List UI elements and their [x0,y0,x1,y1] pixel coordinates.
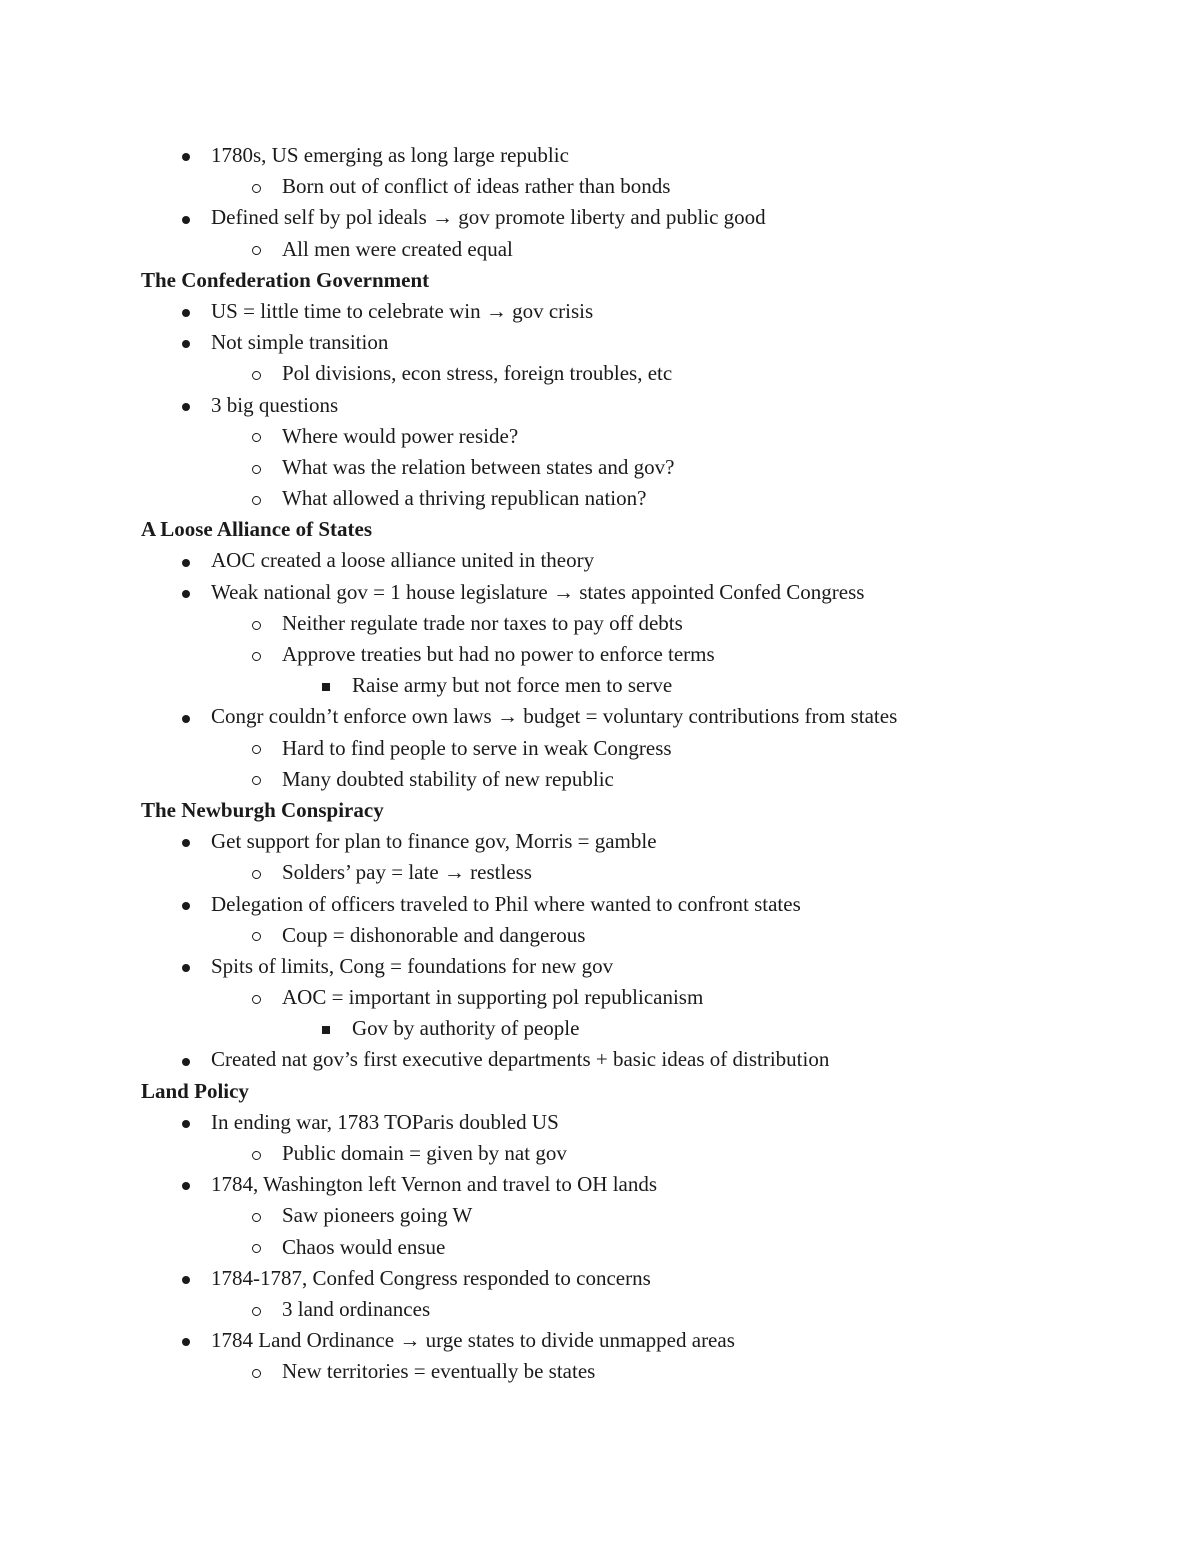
list-item [0,764,1200,795]
list-item-text: Get support for plan to finance gov, Morris = gamble [211,829,657,854]
section-heading: A Loose Alliance of States [141,517,372,542]
list-item [0,483,1200,514]
bullet-dot-icon [176,296,196,327]
list-item [0,670,1200,701]
bullet-circle-icon [246,452,266,483]
list-item [0,1169,1200,1200]
list-item-text: What allowed a thriving republican nation? [282,486,647,511]
list-item-text: All men were created equal [282,236,513,261]
list-item-text: Neither regulate trade nor taxes to pay off debts [282,610,683,635]
list-item-text: AOC created a loose alliance united in theory [211,548,595,573]
list-item-text: New territories = eventually be states [282,1359,596,1384]
list-item [0,951,1200,982]
section-heading: The Confederation Government [141,267,430,292]
list-item-text: 3 land ordinances [282,1296,431,1321]
bullet-dot-icon [176,1107,196,1138]
list-item [0,327,1200,358]
bullet-dot-icon [176,140,196,171]
bullet-dot-icon [176,545,196,576]
bullet-circle-icon [246,1138,266,1169]
list-item-text: Where would power reside? [282,423,519,448]
bullet-circle-icon [246,639,266,670]
list-item-text: Born out of conflict of ideas rather than bonds [282,174,671,199]
list-item [0,639,1200,670]
section-heading: The Newburgh Conspiracy [141,797,384,822]
list-item [0,1325,1200,1356]
list-item-text: Solders’ pay = late → restless [282,860,532,885]
list-item-text: Gov by authority of people [352,1016,580,1041]
bullet-circle-icon [246,1294,266,1325]
bullet-dot-icon [176,701,196,732]
bullet-circle-icon [246,171,266,202]
list-item-text: Chaos would ensue [282,1234,446,1259]
bullet-circle-icon [246,421,266,452]
list-item-text: Coup = dishonorable and dangerous [282,922,586,947]
list-item-text: Saw pioneers going W [282,1203,473,1228]
list-item-text: AOC = important in supporting pol republicanism [282,985,704,1010]
bullet-circle-icon [246,982,266,1013]
list-item [0,545,1200,576]
list-item-text: In ending war, 1783 TOParis doubled US [211,1109,559,1134]
list-item [0,202,1200,233]
bullet-circle-icon [246,1356,266,1387]
list-item-text: 1784, Washington left Vernon and travel to OH lands [211,1172,658,1197]
list-item-text: Defined self by pol ideals → gov promote liberty and public good [211,205,766,230]
bullet-circle-icon [246,1232,266,1263]
bullet-dot-icon [176,826,196,857]
list-item [0,577,1200,608]
list-item [0,1138,1200,1169]
bullet-circle-icon [246,608,266,639]
bullet-circle-icon [246,733,266,764]
list-item-text: Many doubted stability of new republic [282,766,614,791]
bullet-dot-icon [176,1044,196,1075]
bullet-dot-icon [176,889,196,920]
list-item [0,1200,1200,1231]
list-item [0,1107,1200,1138]
bullet-circle-icon [246,857,266,888]
bullet-circle-icon [246,1200,266,1231]
list-item [0,889,1200,920]
list-item [0,171,1200,202]
list-item [0,608,1200,639]
bullet-dot-icon [176,1169,196,1200]
list-item [0,982,1200,1013]
list-item-text: Raise army but not force men to serve [352,673,673,698]
list-item [0,733,1200,764]
list-item [0,358,1200,389]
list-item [0,140,1200,171]
list-item [0,1044,1200,1075]
list-item [0,390,1200,421]
bullet-circle-icon [246,764,266,795]
list-item [0,1013,1200,1044]
section-heading: Land Policy [141,1078,249,1103]
list-item-text: 1780s, US emerging as long large republic [211,143,569,167]
list-item-text: Hard to find people to serve in weak Congress [282,735,672,760]
list-item [0,1263,1200,1294]
list-item-text: Weak national gov = 1 house legislature → states appointed Confed Congress [211,579,865,604]
list-item-text: Approve treaties but had no power to enforce terms [282,642,715,666]
list-item-text: 1784-1787, Confed Congress responded to concerns [211,1265,651,1290]
list-item-text: Spits of limits, Cong = foundations for new gov [211,953,614,978]
list-item-text: Pol divisions, econ stress, foreign troubles, etc [282,361,673,386]
list-item [0,826,1200,857]
list-item [0,421,1200,452]
bullet-circle-icon [246,234,266,265]
document-body [0,140,1200,1388]
list-item [0,234,1200,265]
bullet-square-icon [316,1013,336,1044]
list-item-text: 1784 Land Ordinance → urge states to divide unmapped areas [211,1328,735,1353]
bullet-circle-icon [246,920,266,951]
list-item [0,452,1200,483]
list-item-text: Delegation of officers traveled to Phil where wanted to confront states [211,891,801,916]
list-item-text: 3 big questions [211,392,339,417]
bullet-circle-icon [246,483,266,514]
bullet-dot-icon [176,1263,196,1294]
list-item-text: What was the relation between states and gov? [282,454,675,479]
bullet-square-icon [316,670,336,701]
list-item-text: Public domain = given by nat gov [282,1141,567,1165]
list-item [0,1232,1200,1263]
list-item [0,857,1200,888]
list-item [0,1356,1200,1387]
bullet-dot-icon [176,1325,196,1356]
list-item [0,296,1200,327]
bullet-circle-icon [246,358,266,389]
bullet-dot-icon [176,390,196,421]
list-item-text: US = little time to celebrate win → gov crisis [211,298,594,323]
bullet-dot-icon [176,577,196,608]
list-item-text: Congr couldn’t enforce own laws → budget = voluntary contributions from states [211,704,898,729]
list-item-text: Not simple transition [211,330,389,355]
bullet-dot-icon [176,951,196,982]
list-item [0,701,1200,732]
list-item-text: Created nat gov’s first executive departments + basic ideas of distribution [211,1047,830,1072]
list-item [0,920,1200,951]
list-item [0,1294,1200,1325]
bullet-dot-icon [176,202,196,233]
bullet-dot-icon [176,327,196,358]
